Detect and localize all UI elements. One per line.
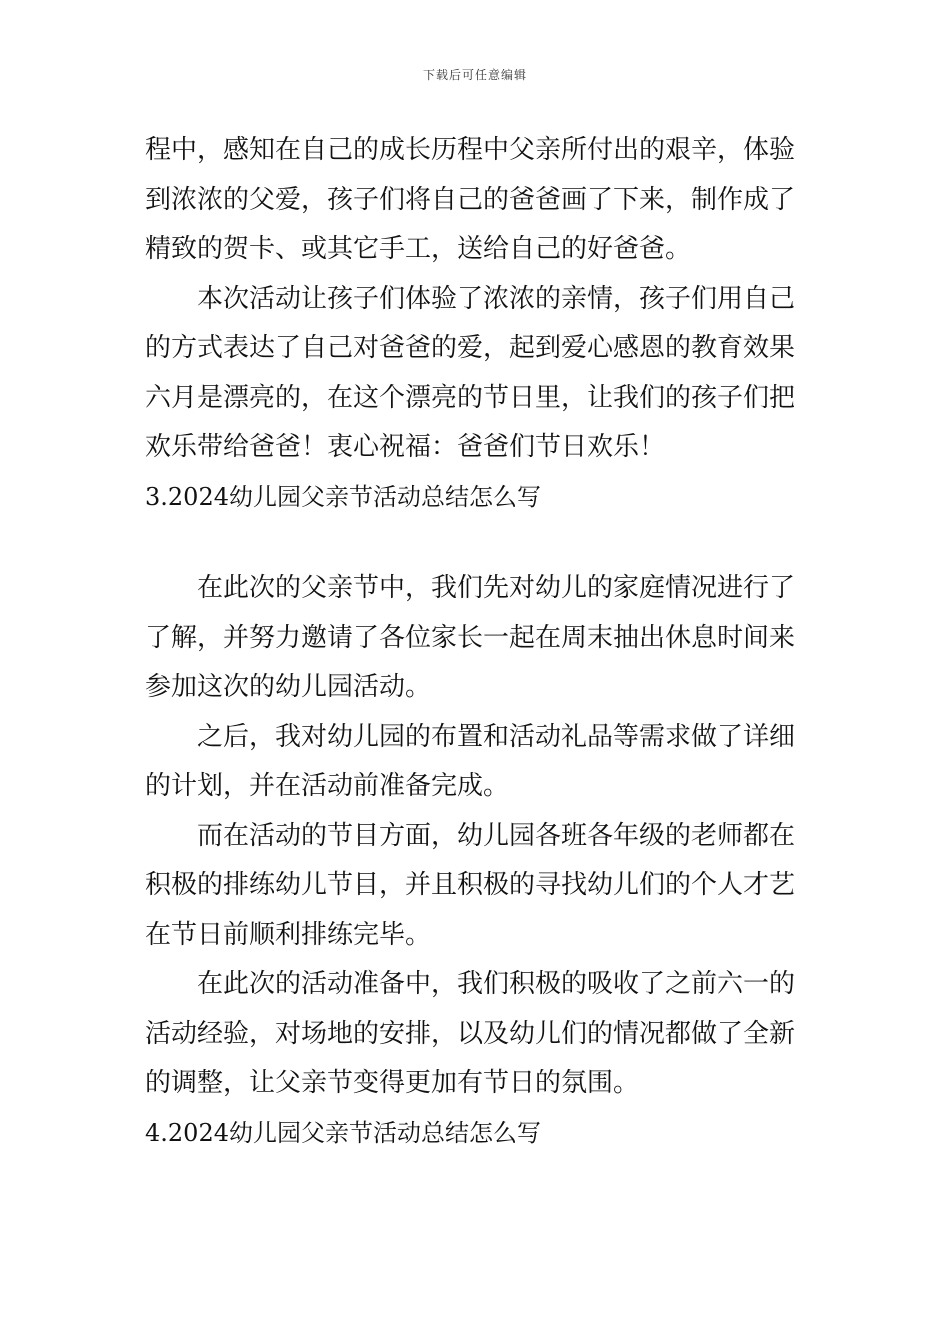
section-spacer [145, 522, 805, 564]
document-body [145, 126, 805, 1158]
paragraph-line: 在节日前顺利排练完毕。 [145, 919, 432, 950]
paragraph-line: 的方式表达了自己对爸爸的爱，起到爱心感恩的教育效果 [145, 333, 796, 363]
paragraph-line: 在此次的活动准备中，我们积极的吸收了之前六一的 [197, 969, 796, 999]
paragraph-line: 本次活动让孩子们体验了浓浓的亲情，孩子们用自己 [197, 283, 796, 314]
paragraph-line: 的计划，并在活动前准备完成。 [145, 771, 510, 801]
paragraph-line: 参加这次的幼儿园活动。 [145, 672, 432, 702]
paragraph-line: 的调整，让父亲节变得更加有节日的氛围。 [145, 1068, 640, 1098]
paragraph-line: 程中，感知在自己的成长历程中父亲所付出的艰辛，体验 [145, 135, 796, 165]
paragraph-line: 积极的排练幼儿节目，并且积极的寻找幼儿们的个人才艺 [145, 870, 796, 900]
header-note: 下载后可任意编辑 [422, 68, 527, 82]
paragraph-line: 在此次的父亲节中，我们先对幼儿的家庭情况进行了 [197, 573, 796, 603]
paragraph-line: 到浓浓的父爱，孩子们将自己的爸爸画了下来，制作成了 [145, 184, 796, 215]
paragraph-line: 之后，我对幼儿园的布置和活动礼品等需求做了详细 [197, 721, 796, 752]
section-heading-3: 3.2024幼儿园父亲节活动总结怎么写 [145, 482, 541, 511]
paragraph-line: 了解，并努力邀请了各位家长一起在周末抽出休息时间来 [145, 622, 796, 653]
section-heading-4: 4.2024幼儿园父亲节活动总结怎么写 [145, 1118, 541, 1147]
paragraph-line: 六月是漂亮的，在这个漂亮的节日里，让我们的孩子们把 [145, 382, 796, 413]
paragraph-line: 精致的贺卡、或其它手工，送给自己的好爸爸。 [145, 234, 692, 264]
paragraph-line: 而在活动的节目方面，幼儿园各班各年级的老师都在 [197, 820, 796, 851]
paragraph-line: 欢乐带给爸爸！衷心祝福：爸爸们节日欢乐！ [145, 432, 666, 462]
paragraph-line: 活动经验，对场地的安排，以及幼儿们的情况都做了全新 [145, 1018, 796, 1049]
